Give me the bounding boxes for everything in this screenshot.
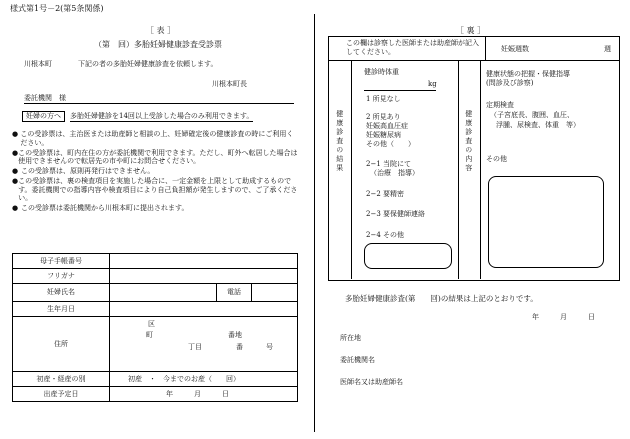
content-3: その他 <box>486 155 507 163</box>
entrust-line <box>24 94 294 104</box>
weeks-unit: 週 <box>604 45 611 53</box>
note-item: ● この受診票は、町内在住の方が委託機関で利用できます。ただし、町外へ転居した場合は使用できませんので転居先の市や町にお問合せください。 <box>12 148 298 166</box>
bullet-icon: ● <box>12 148 19 157</box>
applicant-table <box>12 253 298 402</box>
note-item: ● この受診票は、裏の検査項目を実施した場合に、一定金額を上限として助成するものです。委託機関での指導内容や検査項目により自己負担額が発生しますので、ご了承ください。 <box>12 176 298 203</box>
content-2c: 浮腫、尿検査、体重 等） <box>496 121 580 129</box>
doctor-note: この欄は診察した医師または助産師が記入してください。 <box>346 39 479 56</box>
col-split-2 <box>458 60 459 279</box>
note-item: ● この受診票は、原則再発行はできません。 <box>12 167 155 175</box>
bullet-icon: ● <box>12 167 19 175</box>
due-field[interactable]: 年 月 日 <box>110 387 298 402</box>
note-item: ● この受診票は、主治医または助産師と相談の上、妊婦確定後の健康診査の時にご利用ください。 <box>12 130 294 147</box>
content-2: 定期検査 <box>486 101 514 109</box>
org-label: 委託機関名 <box>340 356 375 364</box>
weeks-label: 妊娠週数 <box>501 45 529 53</box>
result-1[interactable]: 1 所見なし <box>366 95 401 103</box>
intro-to: 川根本町 <box>24 60 52 68</box>
doctor-label: 医師名又は助産師名 <box>340 378 403 386</box>
result-statement: 多胎妊婦健康診査(第 回)の結果は上記のとおりです。 <box>345 294 538 303</box>
result-2-1b: （治療 指導） <box>370 169 419 177</box>
furigana-label: フリガナ <box>13 269 110 284</box>
parity-field[interactable]: 初産 ・ 今までのお産（ 回） <box>110 372 298 387</box>
result-2a: 妊娠高血圧症 <box>366 122 408 130</box>
phone-field[interactable] <box>252 284 298 302</box>
result-2-1[interactable]: 2−1 当院にて <box>366 160 411 168</box>
notes-list <box>12 130 300 214</box>
page-divider <box>314 14 315 432</box>
bullet-icon: ● <box>12 204 19 212</box>
name-field[interactable] <box>110 284 217 302</box>
content-2b: （子宮底長、腹囲、血圧、 <box>490 111 574 119</box>
weight-label: 健診時体重 <box>364 68 399 76</box>
address-field[interactable]: 区 町 番地 丁目 番 号 <box>110 317 298 372</box>
birth-field[interactable] <box>110 302 298 317</box>
form-heading: （第 回）多胎妊婦健康診査受診票 <box>94 40 222 49</box>
furigana-field[interactable] <box>110 269 298 284</box>
result-2c: その他（ ） <box>366 140 415 148</box>
col-split-3 <box>480 60 481 279</box>
col-split-1 <box>351 60 352 279</box>
result-vlabel: 健康診査の結果 <box>335 110 344 173</box>
entrust-label: 委託機関 様 <box>24 94 66 102</box>
result-2-3[interactable]: 2−3 要保健師連絡 <box>366 210 425 218</box>
birth-label: 生年月日 <box>13 302 110 317</box>
other-paren-box[interactable] <box>364 243 452 269</box>
header-split <box>485 36 486 60</box>
notice-label: 妊婦の方へ <box>22 111 65 122</box>
result-2-4[interactable]: 2−4 その他 <box>366 231 404 239</box>
form-number: 様式第1号－2(第5条関係) <box>10 4 104 13</box>
parity-label: 初産・経産の別 <box>13 372 110 387</box>
result-2-2[interactable]: 2−2 要精密 <box>366 190 404 198</box>
boshi-field[interactable] <box>110 254 298 269</box>
address-label: 所在地 <box>340 334 361 342</box>
notice-text: 多胎妊婦健診を14回以上受診した場合のみ利用できます。 <box>70 112 254 120</box>
content-1b: (問診及び診察) <box>486 79 534 87</box>
header-rule <box>328 60 619 61</box>
bullet-icon: ● <box>12 176 19 185</box>
phone-label: 電話 <box>217 284 252 302</box>
weight-field[interactable] <box>364 82 436 91</box>
result-2b: 妊娠糖尿病 <box>366 131 401 139</box>
bullet-icon: ● <box>12 130 19 138</box>
result-2[interactable]: 2 所見あり <box>366 113 401 121</box>
weight-unit: kg <box>428 80 437 88</box>
result-date[interactable]: 年 月 日 <box>532 313 595 321</box>
name-label: 妊婦氏名 <box>13 284 110 302</box>
due-label: 出産予定日 <box>13 387 110 402</box>
content-other-box[interactable] <box>488 176 604 268</box>
front-title: ［ 表 ］ <box>146 26 176 35</box>
intro-text: 下記の者の多胎妊婦健康診査を依頼します。 <box>78 60 218 68</box>
address-label: 住所 <box>13 317 110 372</box>
content-vlabel: 健康診査の内容 <box>464 110 473 173</box>
note-item: ● この受診票は委託機関から川根本町に提出されます。 <box>12 204 189 212</box>
back-title: ［ 裏 ］ <box>456 26 486 35</box>
content-1: 健康状態の把握・保健指導 <box>486 70 570 78</box>
boshi-label: 母子手帳番号 <box>13 254 110 269</box>
mayor-name: 川根本町長 <box>212 80 247 88</box>
